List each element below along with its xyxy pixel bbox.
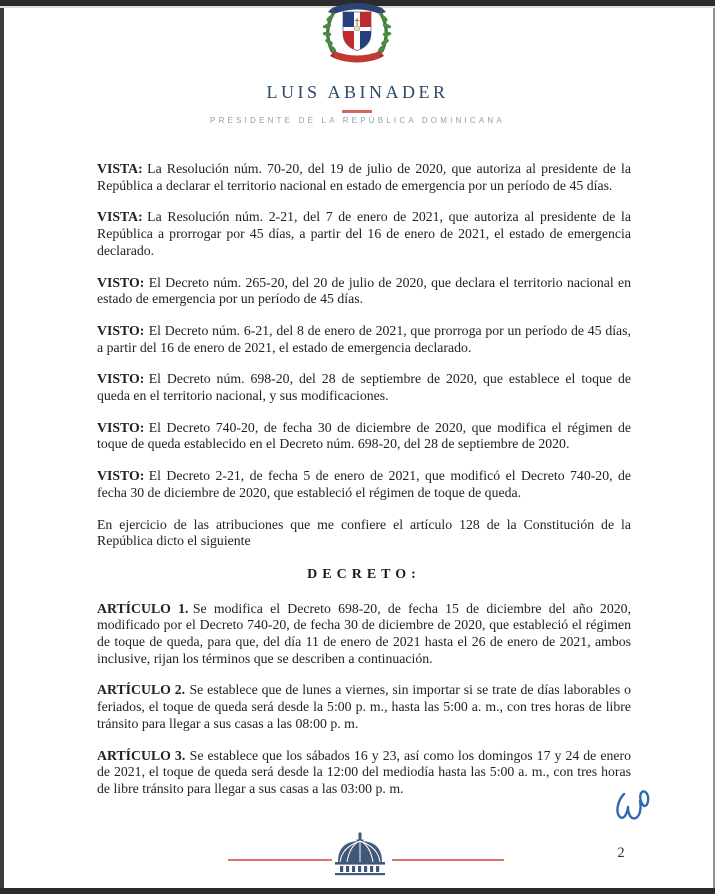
header-red-divider <box>342 110 372 113</box>
paragraph-visto-1 <box>97 275 631 308</box>
scan-edge-left <box>0 0 4 888</box>
paragraph-text: El Decreto núm. 6-21, del 8 de enero de 2021, que prorroga por un período de 45 días, a partir del 16 de enero de 2021, el estado de emergencia declarado. <box>97 322 631 355</box>
page-number: 2 <box>617 845 625 861</box>
article-label: ARTÍCULO 3. <box>97 747 186 763</box>
paragraph-preamble <box>97 517 631 550</box>
national-palace-dome-icon <box>332 831 388 877</box>
dominican-coat-of-arms-icon <box>317 1 397 65</box>
article-text: Se modifica el Decreto 698-20, de fecha 15 de diciembre del año 2020, modificado por el Decreto 740-20, de fecha 30 de diciembre de 2020, que estableció el régimen de toque de queda, para que, del día 11 de enero de 2021 hasta el 26 de enero de 2021, ambos inclusive, rijan los términos que se describen a continuación. <box>97 600 631 666</box>
paragraph-label: VISTO: <box>97 419 145 435</box>
paragraph-text: La Resolución núm. 2-21, del 7 de enero de 2021, que autoriza al presidente de la República a prorrogar por 45 días, a partir del 16 de enero de 2021, el estado de emergencia declarado. <box>97 209 631 258</box>
document-body <box>97 161 631 813</box>
paragraph-text: El Decreto núm. 698-20, del 28 de septiembre de 2020, que establece el toque de queda en el territorio nacional, y sus modificaciones. <box>97 371 631 404</box>
article-label: ARTÍCULO 1. <box>97 600 189 616</box>
paragraph-label: VISTA: <box>97 161 143 176</box>
scan-edge-bottom <box>0 888 715 894</box>
paragraph-label: VISTO: <box>97 322 145 338</box>
paragraph-visto-2 <box>97 323 631 356</box>
article-text: Se establece que de lunes a viernes, sin importar si se trate de días laborables o feriados, el toque de queda será desde la 5:00 p. m., hasta las 5:00 a. m., con tres horas de libre tránsito para llegar a sus casas a las 08:00 p. m. <box>97 682 631 731</box>
paragraph-text: El Decreto 2-21, de fecha 5 de enero de 2021, que modificó el Decreto 740-20, de fecha 30 de diciembre de 2020, que estableció el régimen de toque de queda. <box>97 468 631 500</box>
paragraph-articulo-1 <box>97 601 631 668</box>
paragraph-articulo-2 <box>97 682 631 732</box>
paragraph-text: En ejercicio de las atribuciones que me confiere el artículo 128 de la Constitución de la República dicto el siguiente <box>97 516 631 549</box>
president-title: PRESIDENTE DE LA REPÚBLICA DOMINICANA <box>210 116 505 125</box>
paragraph-label: VISTA: <box>97 209 143 225</box>
article-text: Se establece que los sábados 16 y 23, así como los domingos 17 y 24 de enero de 2021, el toque de queda será desde la 12:00 del mediodía hasta las 5:00 a. m., con tres horas de libre tránsito para llegar a sus casas a las 03:00 p. m. <box>97 747 631 796</box>
footer-red-line-left <box>228 859 332 861</box>
paragraph-vista-1 <box>97 161 631 194</box>
paragraph-articulo-3 <box>97 748 631 798</box>
paragraph-label: VISTO: <box>97 274 145 290</box>
paragraph-label: VISTO: <box>97 371 145 387</box>
paragraph-text: La Resolución núm. 70-20, del 19 de julio de 2020, que autoriza al presidente de la República a declarar el territorio nacional en estado de emergencia por un período de 45 días. <box>97 161 631 193</box>
paragraph-visto-3 <box>97 371 631 404</box>
article-label: ARTÍCULO 2. <box>97 682 186 698</box>
handwritten-initial-pen-mark-icon <box>612 789 656 833</box>
paragraph-text: El Decreto 740-20, de fecha 30 de diciembre de 2020, que modifica el régimen de toque de queda establecido en el Decreto núm. 698-20, del 28 de septiembre de 2020. <box>97 419 631 452</box>
footer-red-line-right <box>392 859 504 861</box>
paragraph-vista-2 <box>97 209 631 259</box>
paragraph-text: El Decreto núm. 265-20, del 20 de julio de 2020, que declara el territorio nacional en estado de emergencia por un período de 45 días. <box>97 274 631 307</box>
paragraph-visto-5 <box>97 468 631 501</box>
paragraph-visto-4 <box>97 420 631 453</box>
decree-heading: DECRETO: <box>307 566 421 582</box>
president-name: LUIS ABINADER <box>266 82 449 102</box>
paragraph-label: VISTO: <box>97 468 145 484</box>
